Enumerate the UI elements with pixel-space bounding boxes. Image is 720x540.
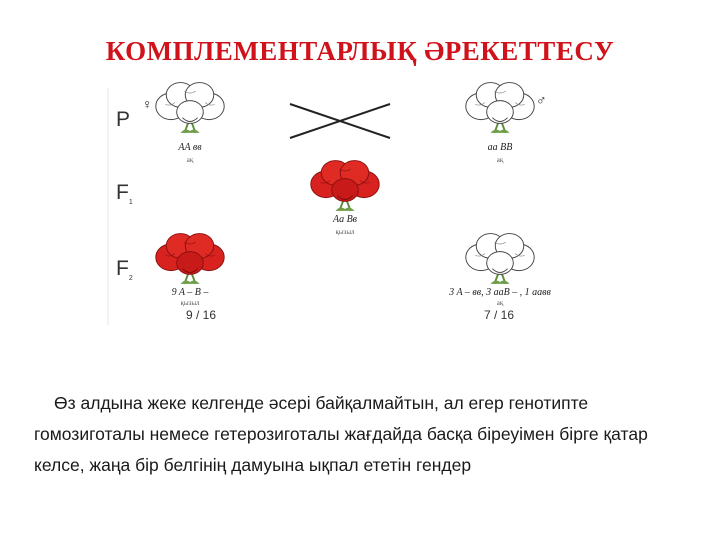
f2-red-flower	[156, 234, 224, 284]
f2-left-color: қызыл	[180, 299, 200, 307]
f2-white-flower	[466, 234, 534, 284]
female-symbol: ♀	[142, 98, 153, 113]
row-label-p: P	[116, 108, 131, 131]
parent-right-genotype: aa BB	[487, 142, 513, 153]
male-symbol: ♂	[536, 94, 547, 109]
f1-genotype: Aa Вв	[332, 214, 358, 225]
f1-color: қызыл	[335, 228, 355, 236]
f2-right-color: ақ	[496, 299, 504, 307]
f2-left-ratio: 9 / 16	[186, 308, 217, 322]
parent-right-color: ақ	[496, 156, 504, 164]
row-label-f2: $F_2$	[116, 257, 133, 283]
parent-left-genotype: AA вв	[178, 142, 202, 153]
f2-right-genotype: 3 A – вв, 3 aaB – , 1 aaвв	[449, 287, 551, 298]
slide-title: КОМПЛЕМЕНТАРЛЫҚ ӘРЕКЕТТЕСУ	[105, 36, 615, 66]
crossing-scheme	[100, 80, 570, 330]
f1-red-flower	[311, 161, 379, 211]
parent-right-white-flower	[466, 83, 534, 133]
parent-left-white-flower	[156, 83, 224, 133]
f2-left-genotype: 9 A – B –	[171, 287, 209, 298]
row-label-f1: $F_1$	[116, 181, 133, 207]
parent-left-color: ақ	[186, 156, 194, 164]
definition-text: Өз алдына жеке келгенде әсері байқалмайтын, ал егер генотипте гомозиготалы немесе гетерозиготалы жағдайда басқа біреуімен бірге қатар келсе, жаңа бір белгінің дамуына ықпал ететін гендер	[34, 393, 648, 475]
f2-right-ratio: 7 / 16	[484, 308, 515, 322]
